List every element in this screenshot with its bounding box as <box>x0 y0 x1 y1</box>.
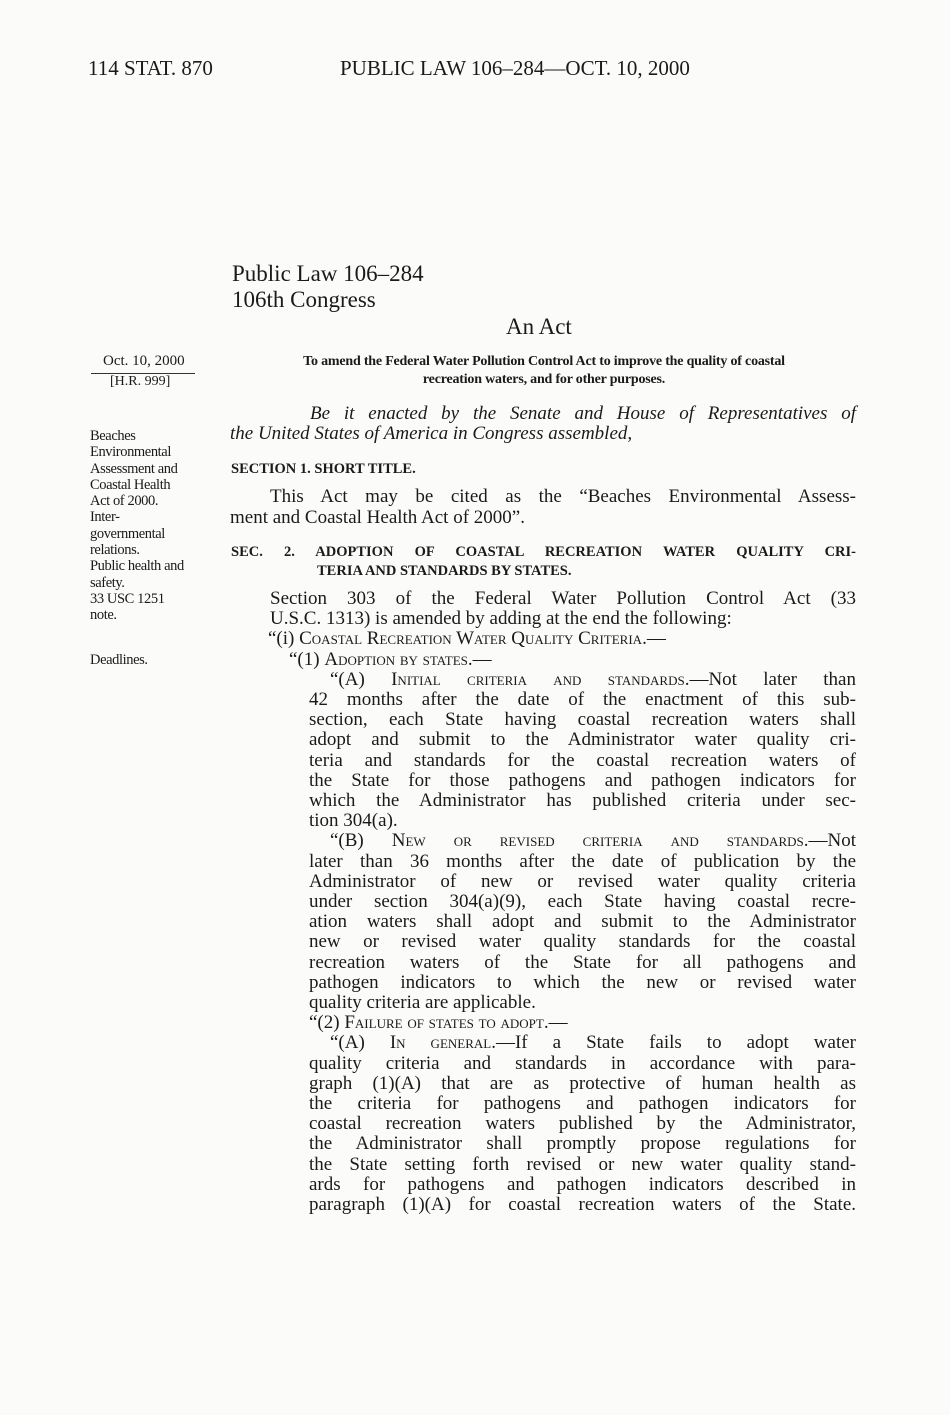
purpose-line: recreation waters, and for other purposes. <box>422 372 666 387</box>
section-2-heading: TERIA AND STANDARDS BY STATES. <box>317 563 572 579</box>
body-line <box>330 831 856 851</box>
body-line <box>309 932 856 952</box>
body-text: which the Administrator has published criteria under sec- <box>309 790 856 811</box>
body-line <box>309 1054 856 1074</box>
body-text: new or revised water quality standards for the coastal <box>309 931 856 953</box>
body-line <box>309 892 856 912</box>
body-line <box>309 872 856 892</box>
body-line <box>309 1013 568 1033</box>
subsection-heading: Initial criteria and standards <box>391 668 685 690</box>
body-text: Section 303 of the Federal Water Pollution Control Act (33 <box>270 588 856 609</box>
body-line <box>309 993 536 1013</box>
body-text: “(2) <box>309 1012 345 1034</box>
margin-note-line: Inter- <box>90 509 120 526</box>
body-line <box>309 710 856 730</box>
body-line <box>309 771 856 791</box>
subsection-heading: Coastal Recreation Water Quality Criteria <box>299 628 643 650</box>
body-text: the Administrator shall promptly propose regulations for <box>309 1133 856 1155</box>
body-text: .— <box>642 628 666 650</box>
bill-number: [H.R. 999] <box>110 374 171 389</box>
body-line <box>309 1134 856 1154</box>
body-text: section, each State having coastal recreation waters shall <box>309 709 856 731</box>
body-line <box>309 1114 856 1134</box>
section-1-heading: SECTION 1. SHORT TITLE. <box>231 461 416 477</box>
body-text: .—If a State fails to adopt water <box>491 1032 857 1054</box>
act-title: An Act <box>506 314 572 339</box>
body-text: .— <box>543 1012 568 1034</box>
body-text: .—Not later than <box>684 668 856 690</box>
body-line <box>289 650 492 670</box>
margin-note-line: Beaches <box>90 428 136 444</box>
body-line <box>309 1074 856 1094</box>
body-text: .— <box>467 648 492 670</box>
body-line <box>309 953 856 973</box>
body-text: the criteria for pathogens and pathogen indicators for <box>309 1093 856 1114</box>
running-head: PUBLIC LAW 106–284—OCT. 10, 2000 <box>340 56 690 80</box>
margin-note-line: safety. <box>90 574 125 591</box>
margin-note-line: Environmental <box>90 444 171 461</box>
body-text: “(1) <box>289 648 325 670</box>
purpose-line: To amend the Federal Water Pollution Control Act to improve the quality of coastal <box>303 354 785 369</box>
body-text: “(A) <box>330 1032 390 1054</box>
body-line <box>309 690 856 710</box>
subsection-heading: In general <box>389 1032 492 1054</box>
body-text: coastal recreation waters published by the Administrator, <box>309 1113 856 1135</box>
enacting-clause: Be it enacted by the Senate and House of Representatives of <box>310 403 856 424</box>
section-2-heading: SEC. 2. ADOPTION OF COASTAL RECREATION WATER QUALITY CRI- <box>231 544 856 560</box>
body-line <box>309 852 856 872</box>
law-title: Public Law 106–284 <box>232 261 424 286</box>
body-line <box>309 1175 856 1195</box>
body-text: later than 36 months after the date of publication by the <box>309 850 856 872</box>
section-1-text: ment and Coastal Health Act of 2000”. <box>230 507 525 528</box>
body-text: ation waters shall adopt and submit to the Administrator <box>309 911 856 933</box>
enacting-clause: the United States of America in Congress assembled, <box>230 423 633 444</box>
body-text: the State for those pathogens and pathogen indicators for <box>309 769 856 791</box>
body-text: tion 304(a). <box>309 810 398 832</box>
body-line <box>270 589 856 609</box>
margin-note-line: 33 USC 1251 <box>90 590 165 607</box>
page-citation: 114 STAT. 870 <box>88 56 213 80</box>
margin-note-line: Assessment and <box>90 460 178 477</box>
section-1-text: This Act may be cited as the “Beaches Environmental Assess- <box>270 486 856 507</box>
margin-note-line: Coastal Health <box>90 476 171 493</box>
body-text: U.S.C. 1313) is amended by adding at the end the following: <box>270 608 732 630</box>
body-text: ards for pathogens and pathogen indicators described in <box>309 1173 856 1195</box>
body-text: Administrator of new or revised water quality criteria <box>309 870 856 892</box>
body-line <box>309 791 856 811</box>
subsection-heading: New or revised criteria and standards <box>391 830 804 852</box>
body-line <box>309 730 856 750</box>
body-line <box>309 1195 856 1215</box>
body-line <box>309 1155 856 1175</box>
margin-note-line: Public health and <box>90 558 184 575</box>
body-line <box>309 973 856 993</box>
body-text: paragraph (1)(A) for coastal recreation waters of the State. <box>309 1194 856 1215</box>
margin-note-line: Act of 2000. <box>90 493 159 510</box>
body-text: “(B) <box>330 830 392 852</box>
body-text: quality criteria and standards in accordance with para- <box>309 1052 856 1074</box>
body-text: teria and standards for the coastal recreation waters of <box>309 749 856 771</box>
body-line <box>268 629 666 649</box>
margin-note-line: note. <box>90 607 117 624</box>
subsection-heading: Adoption by states <box>324 648 468 670</box>
body-line <box>270 609 732 629</box>
body-text: adopt and submit to the Administrator water quality cri- <box>309 729 856 751</box>
subsection-heading: Failure of states to adopt <box>344 1012 544 1034</box>
body-text: “(A) <box>330 668 392 690</box>
body-text: recreation waters of the State for all pathogens and <box>309 951 856 973</box>
body-text: quality criteria are applicable. <box>309 992 536 1013</box>
body-text: “(i) <box>268 628 300 650</box>
body-line <box>330 1033 856 1053</box>
body-text: graph (1)(A) that are as protective of human health as <box>309 1072 856 1094</box>
body-text: .—Not <box>803 830 856 852</box>
body-text: under section 304(a)(9), each State having coastal recre- <box>309 891 856 912</box>
body-line <box>330 670 856 690</box>
body-text: 42 months after the date of the enactment of this sub- <box>309 689 856 710</box>
margin-note-deadlines: Deadlines. <box>90 652 148 668</box>
body-text: the State setting forth revised or new water quality stand- <box>309 1153 856 1175</box>
enactment-date: Oct. 10, 2000 <box>103 353 185 369</box>
congress-title: 106th Congress <box>232 287 376 312</box>
margin-notes <box>90 428 184 624</box>
body-line <box>309 912 856 932</box>
margin-note-line: relations. <box>90 542 140 559</box>
margin-note-line: governmental <box>90 525 165 542</box>
body-text: pathogen indicators to which the new or revised water <box>309 971 856 993</box>
body-line <box>309 811 398 831</box>
body-line <box>309 1094 856 1114</box>
body-line <box>309 751 856 771</box>
